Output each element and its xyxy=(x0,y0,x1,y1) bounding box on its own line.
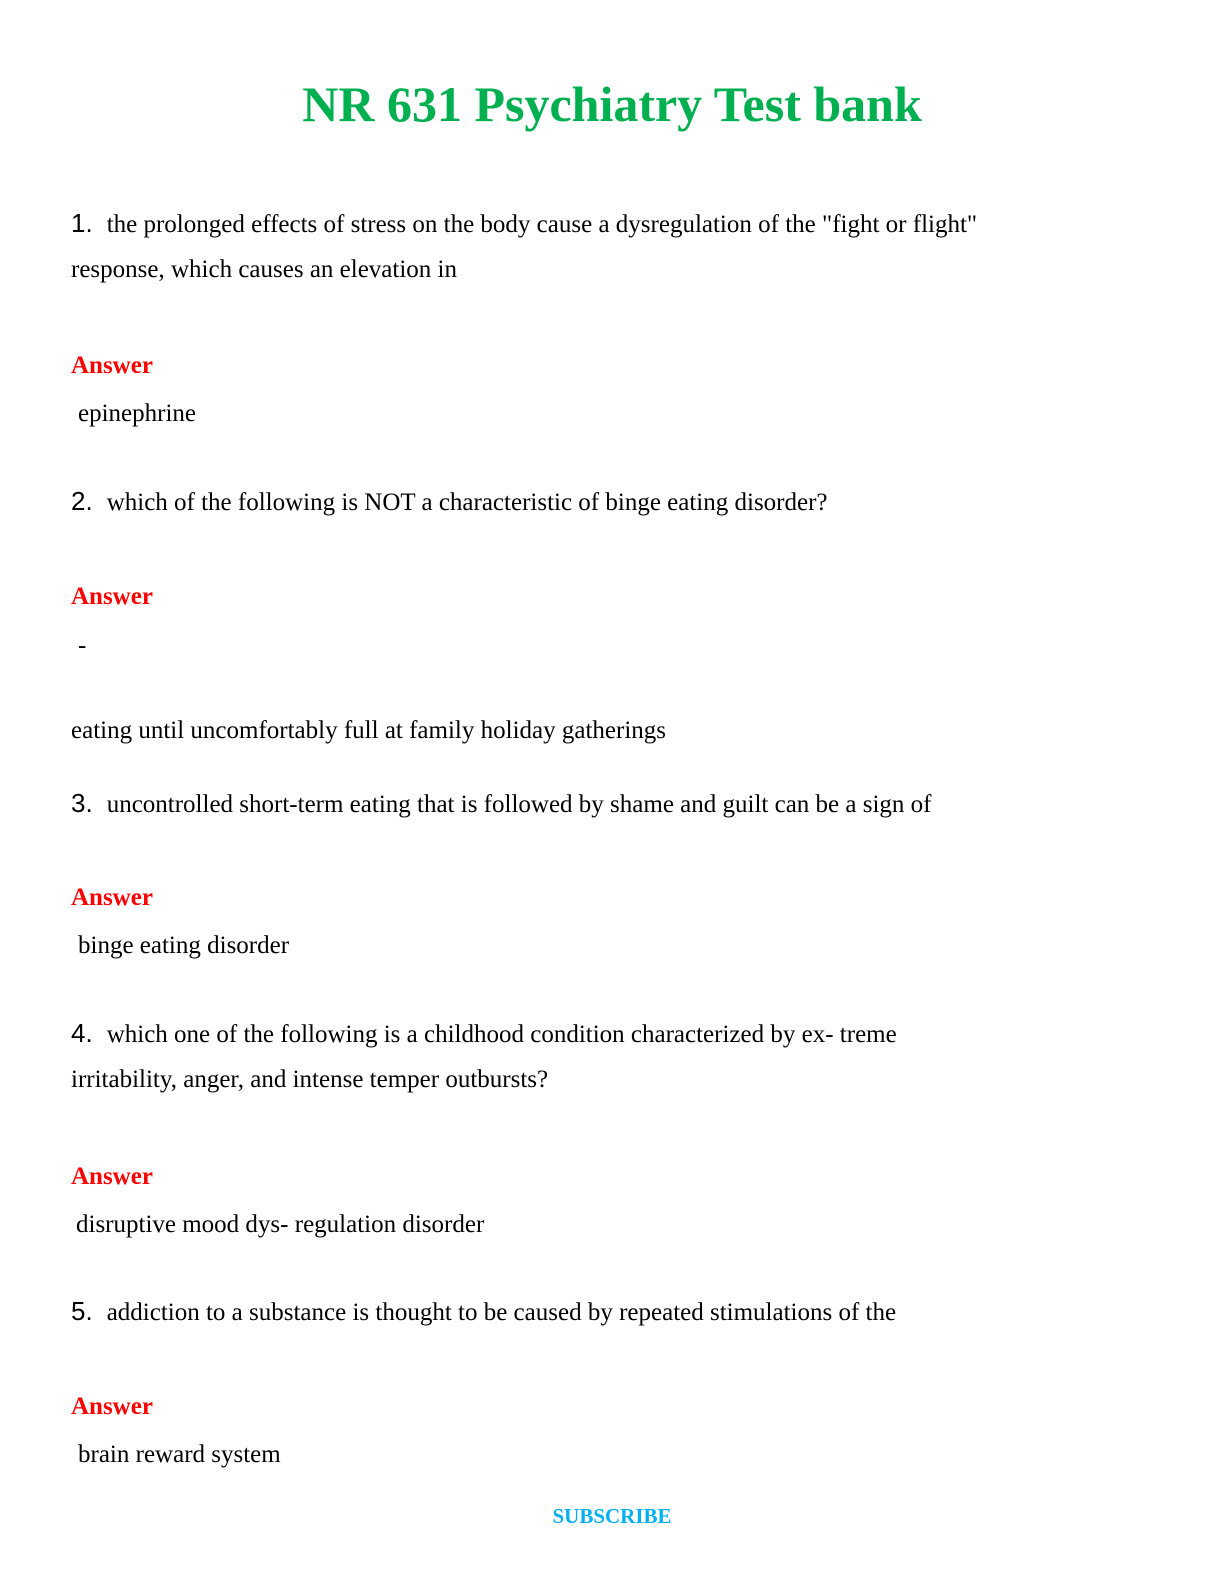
question-number: 5. xyxy=(71,1296,93,1326)
answer-text: - xyxy=(78,632,87,659)
answer-text: epinephrine xyxy=(78,400,197,427)
question-text: uncontrolled short-term eating that is followed by shame and guilt can be a sign of xyxy=(106,791,932,818)
question-1 xyxy=(71,207,977,241)
answer-text: disruptive mood dys- regulation disorder xyxy=(76,1211,485,1238)
question-number: 3. xyxy=(71,788,93,818)
answer-label: Answer xyxy=(71,583,153,610)
subscribe-link[interactable]: SUBSCRIBE xyxy=(552,1504,672,1528)
document-title: NR 631 Psychiatry Test bank xyxy=(302,76,922,132)
question-number: 4. xyxy=(71,1018,93,1048)
answer-label: Answer xyxy=(71,352,153,379)
answer-label: Answer xyxy=(71,1163,153,1190)
answer-text-continued: eating until uncomfortably full at family holiday gatherings xyxy=(71,717,666,744)
answer-text: brain reward system xyxy=(78,1441,281,1468)
question-text: the prolonged effects of stress on the body cause a dysregulation of the "fight or flight" xyxy=(106,211,978,238)
question-1-continued: response, which causes an elevation in xyxy=(71,256,457,283)
question-number: 2. xyxy=(71,486,93,516)
answer-text: binge eating disorder xyxy=(78,932,290,959)
answer-label: Answer xyxy=(71,884,153,911)
question-number: 1. xyxy=(71,208,93,238)
question-4 xyxy=(71,1017,897,1051)
question-4-continued: irritability, anger, and intense temper outbursts? xyxy=(71,1066,549,1093)
answer-label: Answer xyxy=(71,1393,153,1420)
question-text: which of the following is NOT a characteristic of binge eating disorder? xyxy=(106,489,828,516)
question-text: addiction to a substance is thought to be caused by repeated stimulations of the xyxy=(106,1299,897,1326)
question-3 xyxy=(71,787,931,821)
question-5 xyxy=(71,1295,896,1329)
question-2 xyxy=(71,485,828,519)
question-text: which one of the following is a childhood condition characterized by ex- treme xyxy=(106,1021,897,1048)
